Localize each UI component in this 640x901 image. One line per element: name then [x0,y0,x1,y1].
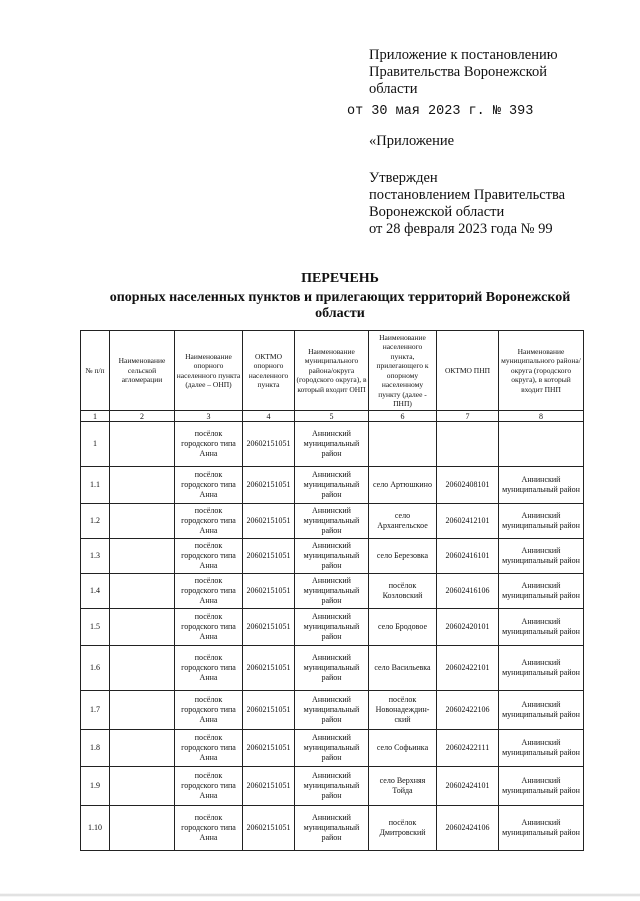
header-line: Приложение к постановлению [369,47,558,63]
column-number: 4 [243,411,295,422]
table-cell: посёлок Козловский [369,574,437,609]
approved-by-block [369,170,629,238]
table-cell: Аннинский муниципальный район [295,422,369,467]
table-cell [110,646,175,691]
table-cell: 20602151051 [243,730,295,767]
header-line: Правительства Воронежской [369,64,548,80]
table-cell: село Архангельское [369,504,437,539]
header-line: области [369,81,418,97]
table-cell [110,767,175,806]
table-cell [499,422,584,467]
table-cell: 20602151051 [243,609,295,646]
table-header-row [81,331,584,411]
column-number: 7 [437,411,499,422]
table-cell: 1.3 [81,539,110,574]
table-cell: посёлок Новонадеждин-ский [369,691,437,730]
table-row [81,574,584,609]
table-row [81,539,584,574]
table-cell [110,539,175,574]
column-number: 6 [369,411,437,422]
table-cell: село Софьинка [369,730,437,767]
table-cell: Аннинский муниципальный район [295,806,369,851]
table-cell [369,422,437,467]
table-cell: посёлок городского типа Анна [175,422,243,467]
table-cell: Аннинский муниципальный район [295,467,369,504]
table-cell: Аннинский муниципальный район [499,539,584,574]
column-header: ОКТМО ПНП [437,331,499,411]
table-cell: 20602412101 [437,504,499,539]
table-cell: 20602408101 [437,467,499,504]
table-cell: Аннинский муниципальный район [499,806,584,851]
table-cell: Аннинский муниципальный район [295,609,369,646]
appendix-label: «Приложение [369,133,455,149]
table-cell: 20602151051 [243,691,295,730]
table-cell: 20602422101 [437,646,499,691]
table-row [81,609,584,646]
table-cell: 20602151051 [243,539,295,574]
settlements-table [80,330,584,851]
column-number: 1 [81,411,110,422]
table-cell: Аннинский муниципальный район [499,691,584,730]
resolution-date: от 30 мая 2023 г. № 393 [347,104,534,119]
table-cell: 20602151051 [243,574,295,609]
table-cell: 1.9 [81,767,110,806]
column-header: № п/п [81,331,110,411]
table-cell: 1.7 [81,691,110,730]
table-cell: посёлок городского типа Анна [175,730,243,767]
table-cell: 1.8 [81,730,110,767]
table-cell: 20602151051 [243,422,295,467]
table-cell: село Верхняя Тойда [369,767,437,806]
table-cell [110,806,175,851]
table-cell: Аннинский муниципальный район [295,730,369,767]
table-cell: Аннинский муниципальный район [295,767,369,806]
table-cell: посёлок городского типа Анна [175,646,243,691]
document-subtitle: опорных населенных пунктов и прилегающих территорий Воронежской [109,290,571,305]
table-cell: Аннинский муниципальный район [499,574,584,609]
table-cell: 20602422111 [437,730,499,767]
table-cell [110,609,175,646]
table-cell: Аннинский муниципальный район [499,609,584,646]
table-cell: посёлок городского типа Анна [175,806,243,851]
column-number-row [81,411,584,422]
table-cell: Аннинский муниципальный район [295,691,369,730]
header-line: постановлением Правительства [369,187,566,203]
table-cell: 1.2 [81,504,110,539]
table-row [81,467,584,504]
table-cell: Аннинский муниципальный район [499,467,584,504]
table-cell: село Березовка [369,539,437,574]
table-cell: 20602151051 [243,767,295,806]
table-cell: Аннинский муниципальный район [499,767,584,806]
table-cell: 1.4 [81,574,110,609]
table-cell: 1.1 [81,467,110,504]
table-cell: 1.10 [81,806,110,851]
table-cell: Аннинский муниципальный район [295,574,369,609]
table-cell: 20602151051 [243,646,295,691]
table-cell: 1.6 [81,646,110,691]
table-cell: посёлок городского типа Анна [175,767,243,806]
header-line: Утвержден [369,170,438,186]
table-cell: посёлок городского типа Анна [175,539,243,574]
header-line: Воронежской области [369,204,505,220]
table-cell: 20602151051 [243,467,295,504]
table-cell: село Васильевка [369,646,437,691]
table-row [81,767,584,806]
table-cell: посёлок городского типа Анна [175,504,243,539]
table-cell: 20602151051 [243,806,295,851]
table-cell: Аннинский муниципальный район [499,646,584,691]
table-cell: посёлок городского типа Анна [175,467,243,504]
scan-artifact [0,893,640,897]
table-cell [110,422,175,467]
table-cell [110,504,175,539]
table-cell [110,574,175,609]
table-cell: Аннинский муниципальный район [295,539,369,574]
table-cell: 1.5 [81,609,110,646]
table-cell: 20602424106 [437,806,499,851]
table-cell: Аннинский муниципальный район [295,504,369,539]
table-cell [437,422,499,467]
table-cell: посёлок Дмитровский [369,806,437,851]
column-header: Наименование муниципального района/округа (городского округа), в который входит ОНП [295,331,369,411]
column-number: 3 [175,411,243,422]
column-number: 5 [295,411,369,422]
table-cell: посёлок городского типа Анна [175,609,243,646]
table-row [81,504,584,539]
table-cell: посёлок городского типа Анна [175,574,243,609]
table-cell: 20602422106 [437,691,499,730]
table-row [81,646,584,691]
table-cell [110,467,175,504]
approval-header [369,47,629,98]
table-cell: Аннинский муниципальный район [499,730,584,767]
table-cell: 1 [81,422,110,467]
column-header: Наименование сельской агломерации [110,331,175,411]
table-cell [110,691,175,730]
table-cell: 20602151051 [243,504,295,539]
header-line: от 28 февраля 2023 года № 99 [369,221,553,237]
column-header: Наименование опорного населенного пункта (далее – ОНП) [175,331,243,411]
table-cell: 20602424101 [437,767,499,806]
table-row [81,806,584,851]
table-row [81,691,584,730]
table-cell [110,730,175,767]
table-cell: Аннинский муниципальный район [295,646,369,691]
table-row [81,422,584,467]
column-header: Наименование муниципального района/округа (городского округа), в который входит ПНП [499,331,584,411]
table-cell: Аннинский муниципальный район [499,504,584,539]
table-cell: посёлок городского типа Анна [175,691,243,730]
table-cell: 20602420101 [437,609,499,646]
table-cell: село Артюшкино [369,467,437,504]
table-body [81,422,584,851]
table-cell: 20602416101 [437,539,499,574]
document-subtitle-cont: области [315,306,365,321]
column-header: Наименование населенного пункта, прилегающего к опорному населенному пункту (далее - ПНП) [369,331,437,411]
column-header: ОКТМО опорного населенного пункта [243,331,295,411]
table-cell: село Бродовое [369,609,437,646]
document-title: ПЕРЕЧЕНЬ [301,271,379,286]
column-number: 8 [499,411,584,422]
table-row [81,730,584,767]
column-number: 2 [110,411,175,422]
table-cell: 20602416106 [437,574,499,609]
